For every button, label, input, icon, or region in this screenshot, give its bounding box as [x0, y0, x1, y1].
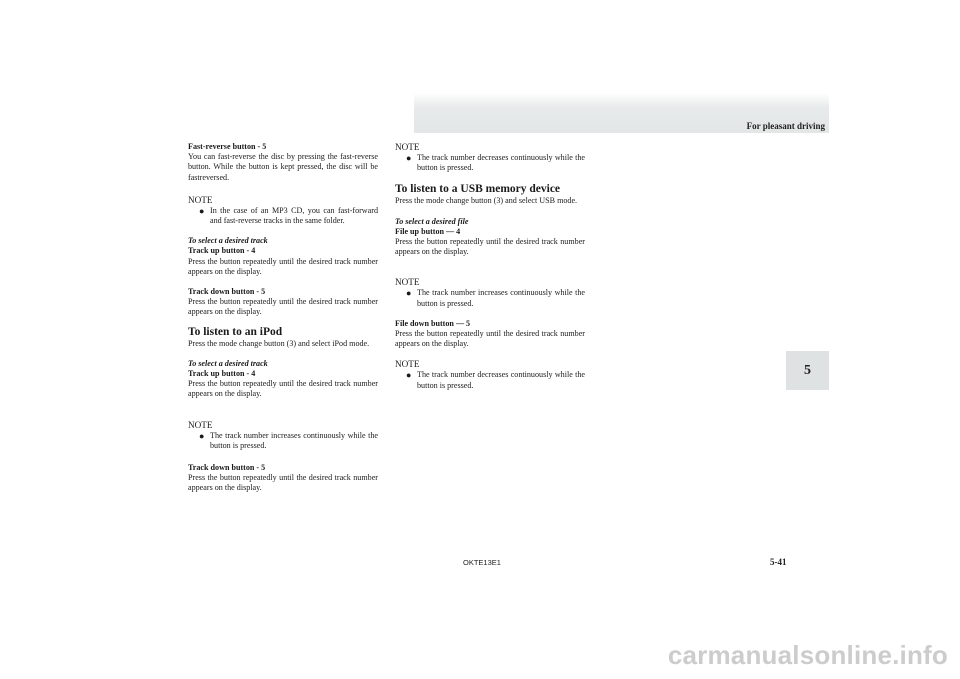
- file-down-title: File down button — 5: [395, 318, 471, 328]
- bullet-icon: ●: [406, 370, 412, 381]
- file-up-text: Press the button repeatedly until the desired track number appears on the display.: [395, 237, 585, 257]
- header-band: [414, 93, 829, 133]
- file-down-text: Press the button repeatedly until the desired track number appears on the display.: [395, 329, 585, 349]
- note-label: NOTE: [395, 142, 420, 152]
- note-bullet-text: The track number decreases continuously while the button is pressed.: [417, 370, 585, 390]
- note-label: NOTE: [395, 277, 420, 288]
- section-title: For pleasant driving: [746, 121, 825, 131]
- right-column: [395, 142, 585, 391]
- bullet-icon: ●: [406, 288, 412, 299]
- ipod-select-title: To select a desired track: [188, 358, 268, 368]
- note-bullet-text: The track number increases continuously while the button is pressed.: [210, 430, 378, 450]
- usb-heading: To listen to a USB memory device: [395, 183, 561, 196]
- chapter-tab: [786, 351, 829, 390]
- note-bullet: [188, 431, 378, 451]
- note-label: NOTE: [395, 359, 420, 370]
- page-number: 5-41: [770, 557, 787, 567]
- note-bullet: [395, 370, 585, 390]
- file-up-title: File up button — 4: [395, 226, 461, 236]
- note-bullet-text: The track number increases continuously while the button is pressed.: [417, 288, 585, 308]
- note-bullet: [395, 288, 585, 308]
- note-bullet: [188, 206, 378, 226]
- left-column: [188, 142, 378, 494]
- bullet-icon: ●: [199, 205, 205, 216]
- fast-reverse-title: Fast-reverse button - 5: [188, 142, 267, 151]
- ipod-text: Press the mode change button (3) and select iPod mode.: [188, 338, 370, 348]
- usb-text: Press the mode change button (3) and select USB mode.: [395, 196, 578, 206]
- note-label: NOTE: [188, 419, 213, 430]
- note-bullet: [395, 153, 585, 173]
- track-up-title: Track up button - 4: [188, 246, 256, 256]
- track-down-text: Press the button repeatedly until the desired track number appears on the display.: [188, 297, 378, 317]
- note-bullet-text: The track number decreases continuously while the button is pressed.: [417, 153, 585, 173]
- ipod-track-up-text: Press the button repeatedly until the desired track number appears on the display.: [188, 379, 378, 399]
- usb-select-title: To select a desired file: [395, 216, 469, 226]
- track-up-text: Press the button repeatedly until the desired track number appears on the display.: [188, 256, 378, 276]
- watermark: carmanualsonline.info: [667, 640, 948, 670]
- chapter-number: 5: [804, 362, 811, 378]
- bullet-icon: ●: [199, 430, 205, 441]
- ipod-track-down-title: Track down button - 5: [188, 463, 266, 473]
- note-label: NOTE: [188, 194, 213, 205]
- ipod-track-down-text: Press the button repeatedly until the desired track number appears on the display.: [188, 473, 378, 493]
- ipod-track-up-title: Track up button - 4: [188, 369, 256, 379]
- select-track-title: To select a desired track: [188, 236, 268, 246]
- track-down-title: Track down button - 5: [188, 287, 266, 297]
- bullet-icon: ●: [406, 153, 412, 163]
- fast-reverse-text: You can fast-reverse the disc by pressing the fast-reverse button. While the button is kept pressed, the disc will be fastreversed.: [188, 152, 378, 182]
- ipod-heading: To listen to an iPod: [188, 325, 283, 338]
- document-code: OKTE13E1: [463, 558, 501, 567]
- note-bullet-text: In the case of an MP3 CD, you can fast-forward and fast-reverse tracks in the same folder.: [210, 205, 378, 226]
